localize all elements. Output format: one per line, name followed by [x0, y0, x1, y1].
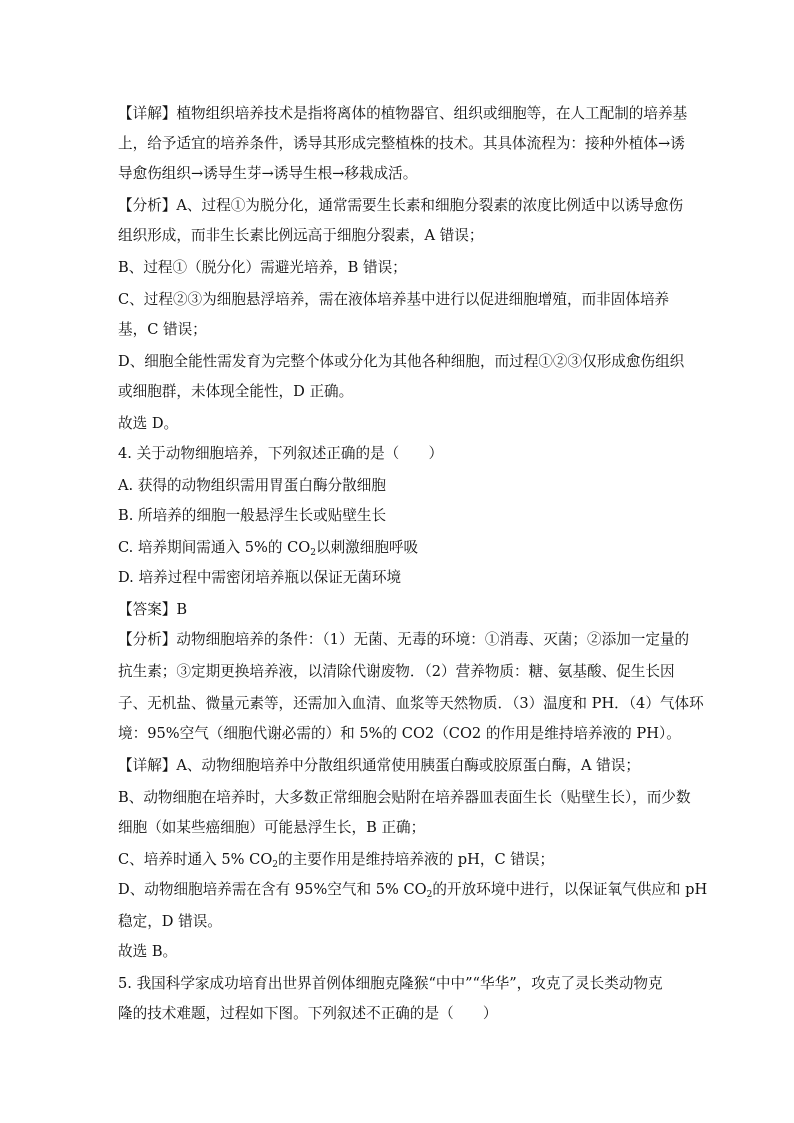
text-line: B、过程①（脱分化）需避光培养，B 错误；: [118, 259, 407, 276]
text-line: 境：95%空气（细胞代谢必需的）和 5%的 CO2（CO2 的作用是维持培养液的 PH）。: [118, 725, 681, 742]
co2-subscript: 2: [426, 890, 433, 900]
text-line: D、细胞全能性需发育为完整个体或分化为其他各种细胞，而过程①②③仅形成愈伤组织: [118, 353, 685, 370]
text-line: [118, 880, 707, 900]
answer-line: 【答案】B: [118, 601, 188, 618]
text-line: 稳定，D 错误。: [118, 913, 222, 930]
text-line: 隆的技术难题，过程如下图。下列叙述不正确的是（ ）: [118, 1005, 498, 1022]
question-stem: 4. 关于动物细胞培养，下列叙述正确的是（ ）: [118, 445, 444, 462]
option-a: A. 获得的动物组织需用胃蛋白酶分散细胞: [118, 477, 386, 494]
c-detail-tail: 的主要作用是维持培养液的 pH，C 错误；: [278, 851, 555, 868]
question-stem: 5. 我国科学家成功培育出世界首例体细胞克隆猴“中中”“华华”，攻克了灵长类动物克: [118, 975, 663, 992]
option-c-tail: 以刺激细胞呼吸: [315, 539, 419, 556]
text-line: 【分析】A、过程①为脱分化，通常需要生长素和细胞分裂素的浓度比例适中以诱导愈伤: [118, 197, 684, 214]
text-line: 上，给予适宜的培养条件，诱导其形成完整植株的技术。其具体流程为：接种外植体→诱: [118, 135, 685, 152]
text-line: B、动物细胞在培养时，大多数正常细胞会贴附在培养器皿表面生长（贴壁生长），而少数: [118, 789, 691, 806]
text-line: 抗生素；③定期更换培养液，以清除代谢废物．（2）营养物质：糖、氨基酸、促生长因: [118, 663, 675, 680]
text-line: 或细胞群，未体现全能性，D 正确。: [118, 383, 354, 400]
d-detail-tail: 的开放环境中进行，以保证氧气供应和 pH: [432, 881, 708, 898]
text-line: 导愈伤组织→诱导生芽→诱导生根→移栽成活。: [118, 165, 418, 182]
text-line: 基，C 错误；: [118, 321, 207, 338]
text-line: 【详解】植物组织培养技术是指将离体的植物器官、组织或细胞等，在人工配制的培养基: [118, 105, 688, 122]
text-line: 组织形成，而非生长素比例远高于细胞分裂素，A 错误；: [118, 227, 484, 244]
co2-subscript: 2: [310, 548, 316, 558]
text-line: 子、无机盐、微量元素等，还需加入血清、血浆等天然物质．（3）温度和 PH．（4）气体环: [118, 695, 704, 712]
text-line: 故选 B。: [118, 943, 178, 960]
text-line: [118, 850, 554, 870]
d-detail-text: D、动物细胞培养需在含有 95%空气和 5% CO: [118, 881, 427, 898]
text-line: 【分析】动物细胞培养的条件：（1）无菌、无毒的环境：①消毒、灭菌；②添加一定量的: [118, 631, 690, 648]
text-line: C、过程②③为细胞悬浮培养，需在液体培养基中进行以促进细胞增殖，而非固体培养: [118, 291, 670, 308]
co2-subscript: 2: [272, 860, 279, 870]
text-line: 细胞（如某些癌细胞）可能悬浮生长，B 正确；: [118, 819, 426, 836]
text-line: 【详解】A、动物细胞培养中分散组织通常使用胰蛋白酶或胶原蛋白酶，A 错误；: [118, 757, 640, 774]
c-detail-text: C、培养时通入 5% CO: [118, 851, 273, 868]
option-c-text: C. 培养期间需通入 5%的 CO: [118, 539, 311, 556]
option-d: D. 培养过程中需密闭培养瓶以保证无菌环境: [118, 569, 402, 586]
option-b: B. 所培养的细胞一般悬浮生长或贴壁生长: [118, 507, 387, 524]
option-c: [118, 538, 418, 558]
text-line: 故选 D。: [118, 415, 179, 432]
